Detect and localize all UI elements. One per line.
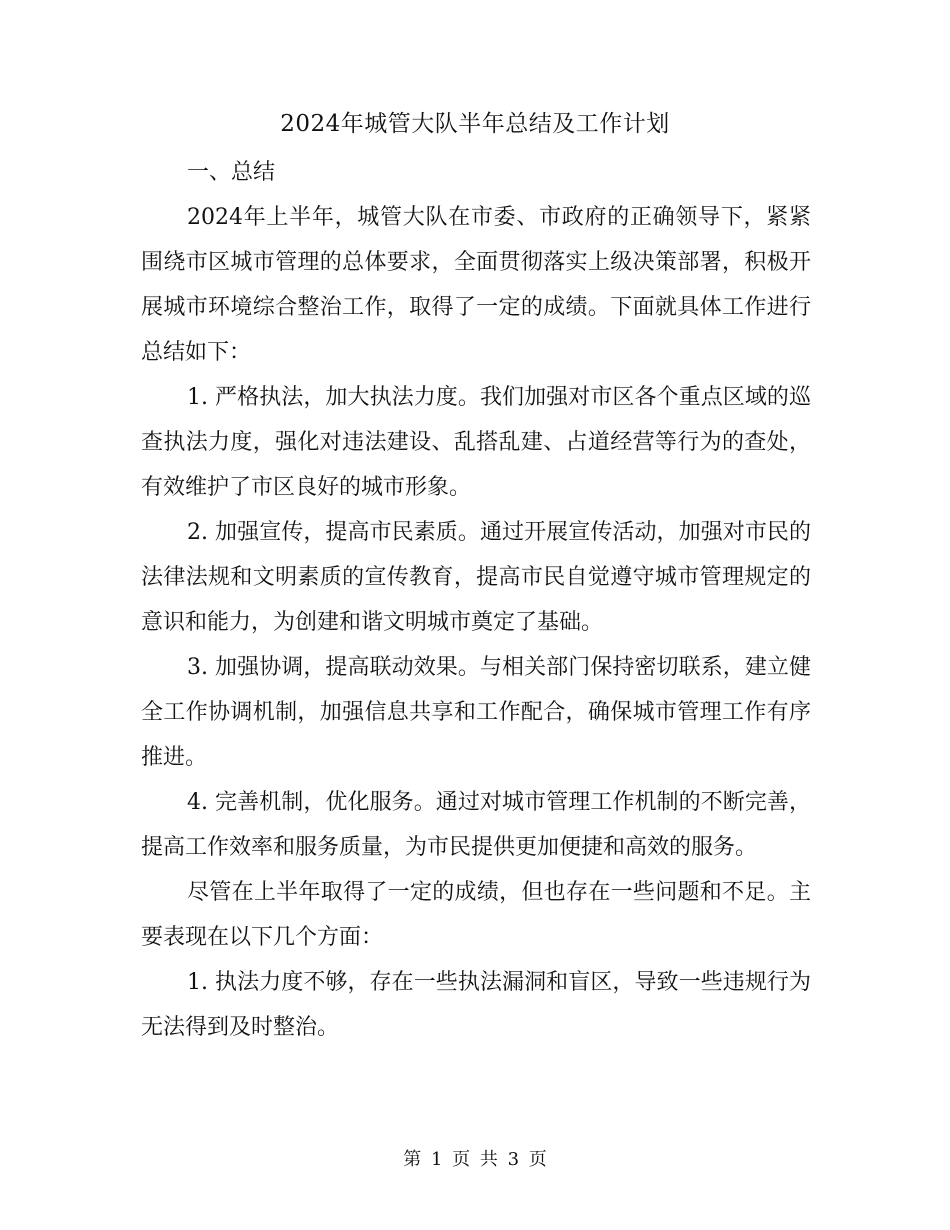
page-number-footer: 第 1 页 共 3 页: [403, 1149, 547, 1170]
paragraph-item-2: 2. 加强宣传，提高市民素质。通过开展宣传活动，加强对市民的法律法规和文明素质的宣传教育，提高市民自觉遵守城市管理规定的意识和能力，为创建和谐文明城市奠定了基础。: [141, 520, 811, 635]
document-title: 2024年城管大队半年总结及工作计划: [280, 111, 670, 137]
paragraph-problem-1: 1. 执法力度不够，存在一些执法漏洞和盲区，导致一些违规行为无法得到及时整治。: [141, 970, 811, 1040]
paragraph-intro: 2024年上半年，城管大队在市委、市政府的正确领导下，紧紧围绕市区城市管理的总体要求，全面贯彻落实上级决策部署，积极开展城市环境综合整治工作，取得了一定的成绩。下面就具体工作进行总结如下：: [141, 205, 811, 365]
paragraph-item-4: 4. 完善机制，优化服务。通过对城市管理工作机制的不断完善，提高工作效率和服务质量，为市民提供更加便捷和高效的服务。: [141, 790, 811, 860]
document-body: [141, 150, 811, 1050]
paragraph-problems-intro: 尽管在上半年取得了一定的成绩，但也存在一些问题和不足。主要表现在以下几个方面：: [141, 880, 811, 950]
section-heading-summary: 一、总结: [187, 160, 276, 185]
paragraph-item-3: 3. 加强协调，提高联动效果。与相关部门保持密切联系，建立健全工作协调机制，加强信息共享和工作配合，确保城市管理工作有序推进。: [141, 655, 811, 770]
paragraph-item-1: 1. 严格执法，加大执法力度。我们加强对市区各个重点区域的巡查执法力度，强化对违法建设、乱搭乱建、占道经营等行为的查处，有效维护了市区良好的城市形象。: [141, 385, 811, 500]
